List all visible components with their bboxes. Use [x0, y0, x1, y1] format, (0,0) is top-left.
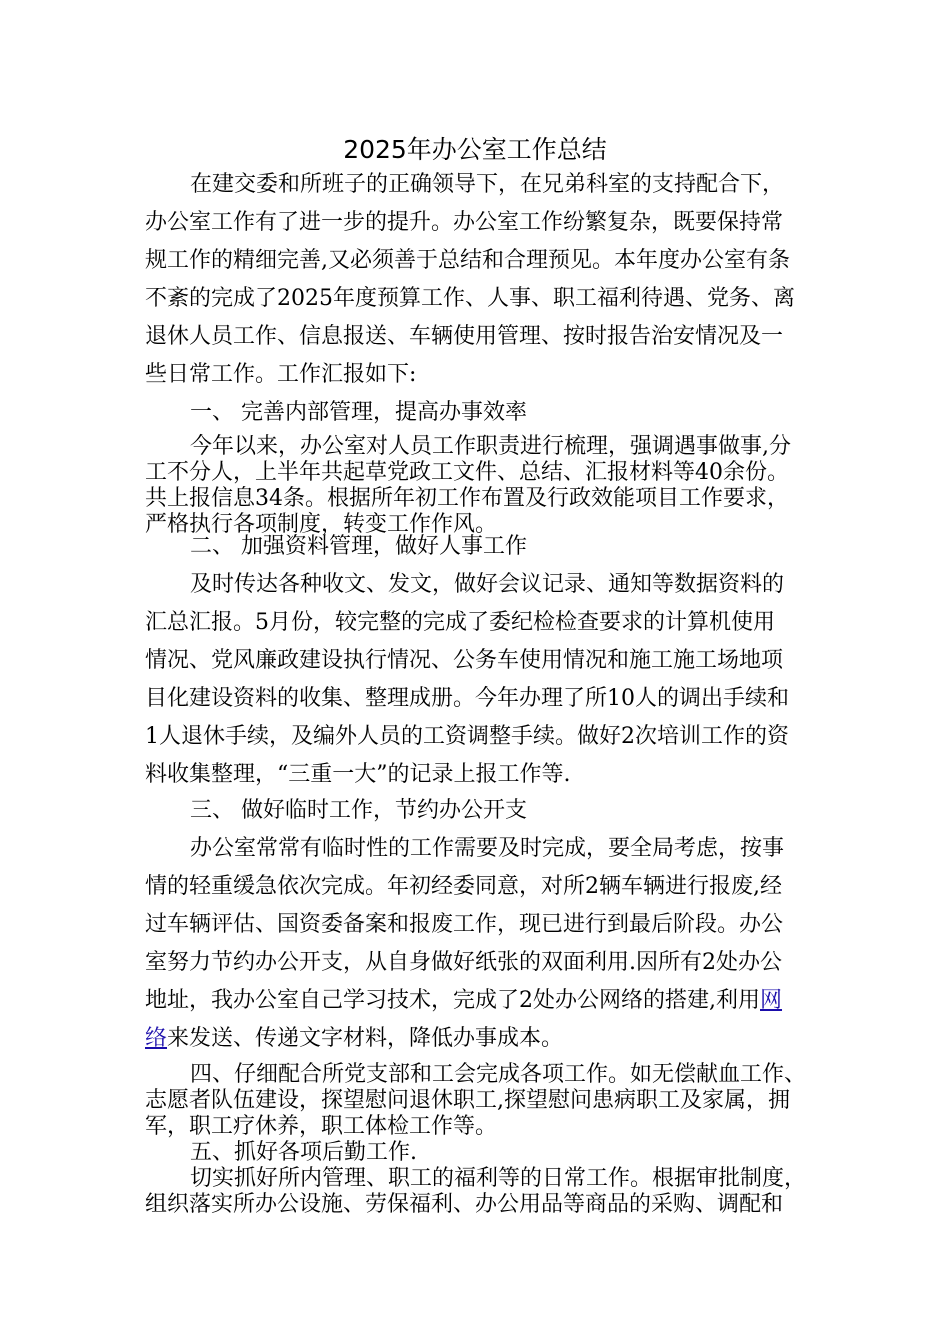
body-text-line: 共上报信息34条。根据所年初工作布置及行政效能项目工作要求，: [145, 486, 789, 511]
body-text-line: 今年以来，办公室对人员工作职责进行梳理，强调遇事做事,分: [190, 434, 791, 459]
section-heading: 三、 做好临时工作，节约办公开支: [190, 798, 527, 823]
body-text-line: 些日常工作。工作汇报如下:: [145, 362, 417, 387]
body-text-line: [145, 986, 782, 1016]
network-link[interactable]: 络: [145, 1026, 168, 1051]
body-text-line: 料收集整理，“三重一大”的记录上报工作等.: [145, 762, 571, 787]
body-text-line: 过车辆评估、国资委备案和报废工作，现已进行到最后阶段。办公: [145, 912, 784, 937]
body-text-line: 1人退休手续，及编外人员的工资调整手续。做好2次培训工作的资: [145, 724, 789, 749]
document-title: 2025年办公室工作总结: [343, 135, 607, 164]
section-heading: 二、 加强资料管理，做好人事工作: [190, 534, 527, 559]
body-text-line: 规工作的精细完善,又必须善于总结和合理预见。本年度办公室有条: [145, 248, 790, 273]
body-text-line: 在建交委和所班子的正确领导下，在兄弟科室的支持配合下，: [190, 172, 785, 197]
body-text-line: 志愿者队伍建设，探望慰问退休职工,探望慰问患病职工及家属，拥: [145, 1088, 790, 1113]
body-text-line: 及时传达各种收文、发文，做好会议记录、通知等数据资料的: [190, 572, 785, 597]
body-text-line: 工不分人，上半年共起草党政工文件、总结、汇报材料等40余份。: [145, 460, 789, 485]
body-text-line: 办公室常常有临时性的工作需要及时完成，要全局考虑，按事: [190, 836, 785, 861]
body-text-line: 情况、党风廉政建设执行情况、公务车使用情况和施工施工场地项: [145, 648, 784, 673]
body-text-line: 退休人员工作、信息报送、车辆使用管理、按时报告治安情况及一: [145, 324, 784, 349]
body-text-line: 目化建设资料的收集、整理成册。今年办理了所10人的调出手续和: [145, 686, 789, 711]
body-text-segment: 来发送、传递文字材料，降低办事成本。: [167, 1026, 564, 1051]
network-link[interactable]: 网: [760, 988, 783, 1013]
section-heading: 一、 完善内部管理，提高办事效率: [190, 400, 527, 425]
body-text-line: 情的轻重缓急依次完成。年初经委同意，对所2辆车辆进行报废,经: [145, 874, 782, 899]
body-text-line: 组织落实所办公设施、劳保福利、办公用品等商品的采购、调配和: [145, 1192, 784, 1217]
body-text-line: 不紊的完成了2025年度预算工作、人事、职工福利待遇、党务、离: [145, 286, 795, 311]
body-text-line: [145, 1024, 563, 1054]
body-text-line: 切实抓好所内管理、职工的福利等的日常工作。根据审批制度，: [190, 1166, 807, 1191]
body-text-segment: 地址，我办公室自己学习技术，完成了2处办公网络的搭建,利用: [145, 988, 760, 1013]
body-text-line: 室努力节约办公开支，从自身做好纸张的双面利用.因所有2处办公: [145, 950, 782, 975]
body-text-line: 办公室工作有了进一步的提升。办公室工作纷繁复杂，既要保持常: [145, 210, 784, 235]
body-text-line: 军，职工疗休养，职工体检工作等。: [145, 1114, 498, 1139]
body-text-line: 严格执行各项制度，转变工作作风。: [145, 512, 498, 537]
body-text-line: 汇总汇报。5月份，较完整的完成了委纪检检查要求的计算机使用: [145, 610, 775, 635]
section-heading: 五、抓好各项后勤工作.: [190, 1140, 417, 1165]
body-text-line: 四、仔细配合所党支部和工会完成各项工作。如无偿献血工作、: [190, 1062, 807, 1087]
